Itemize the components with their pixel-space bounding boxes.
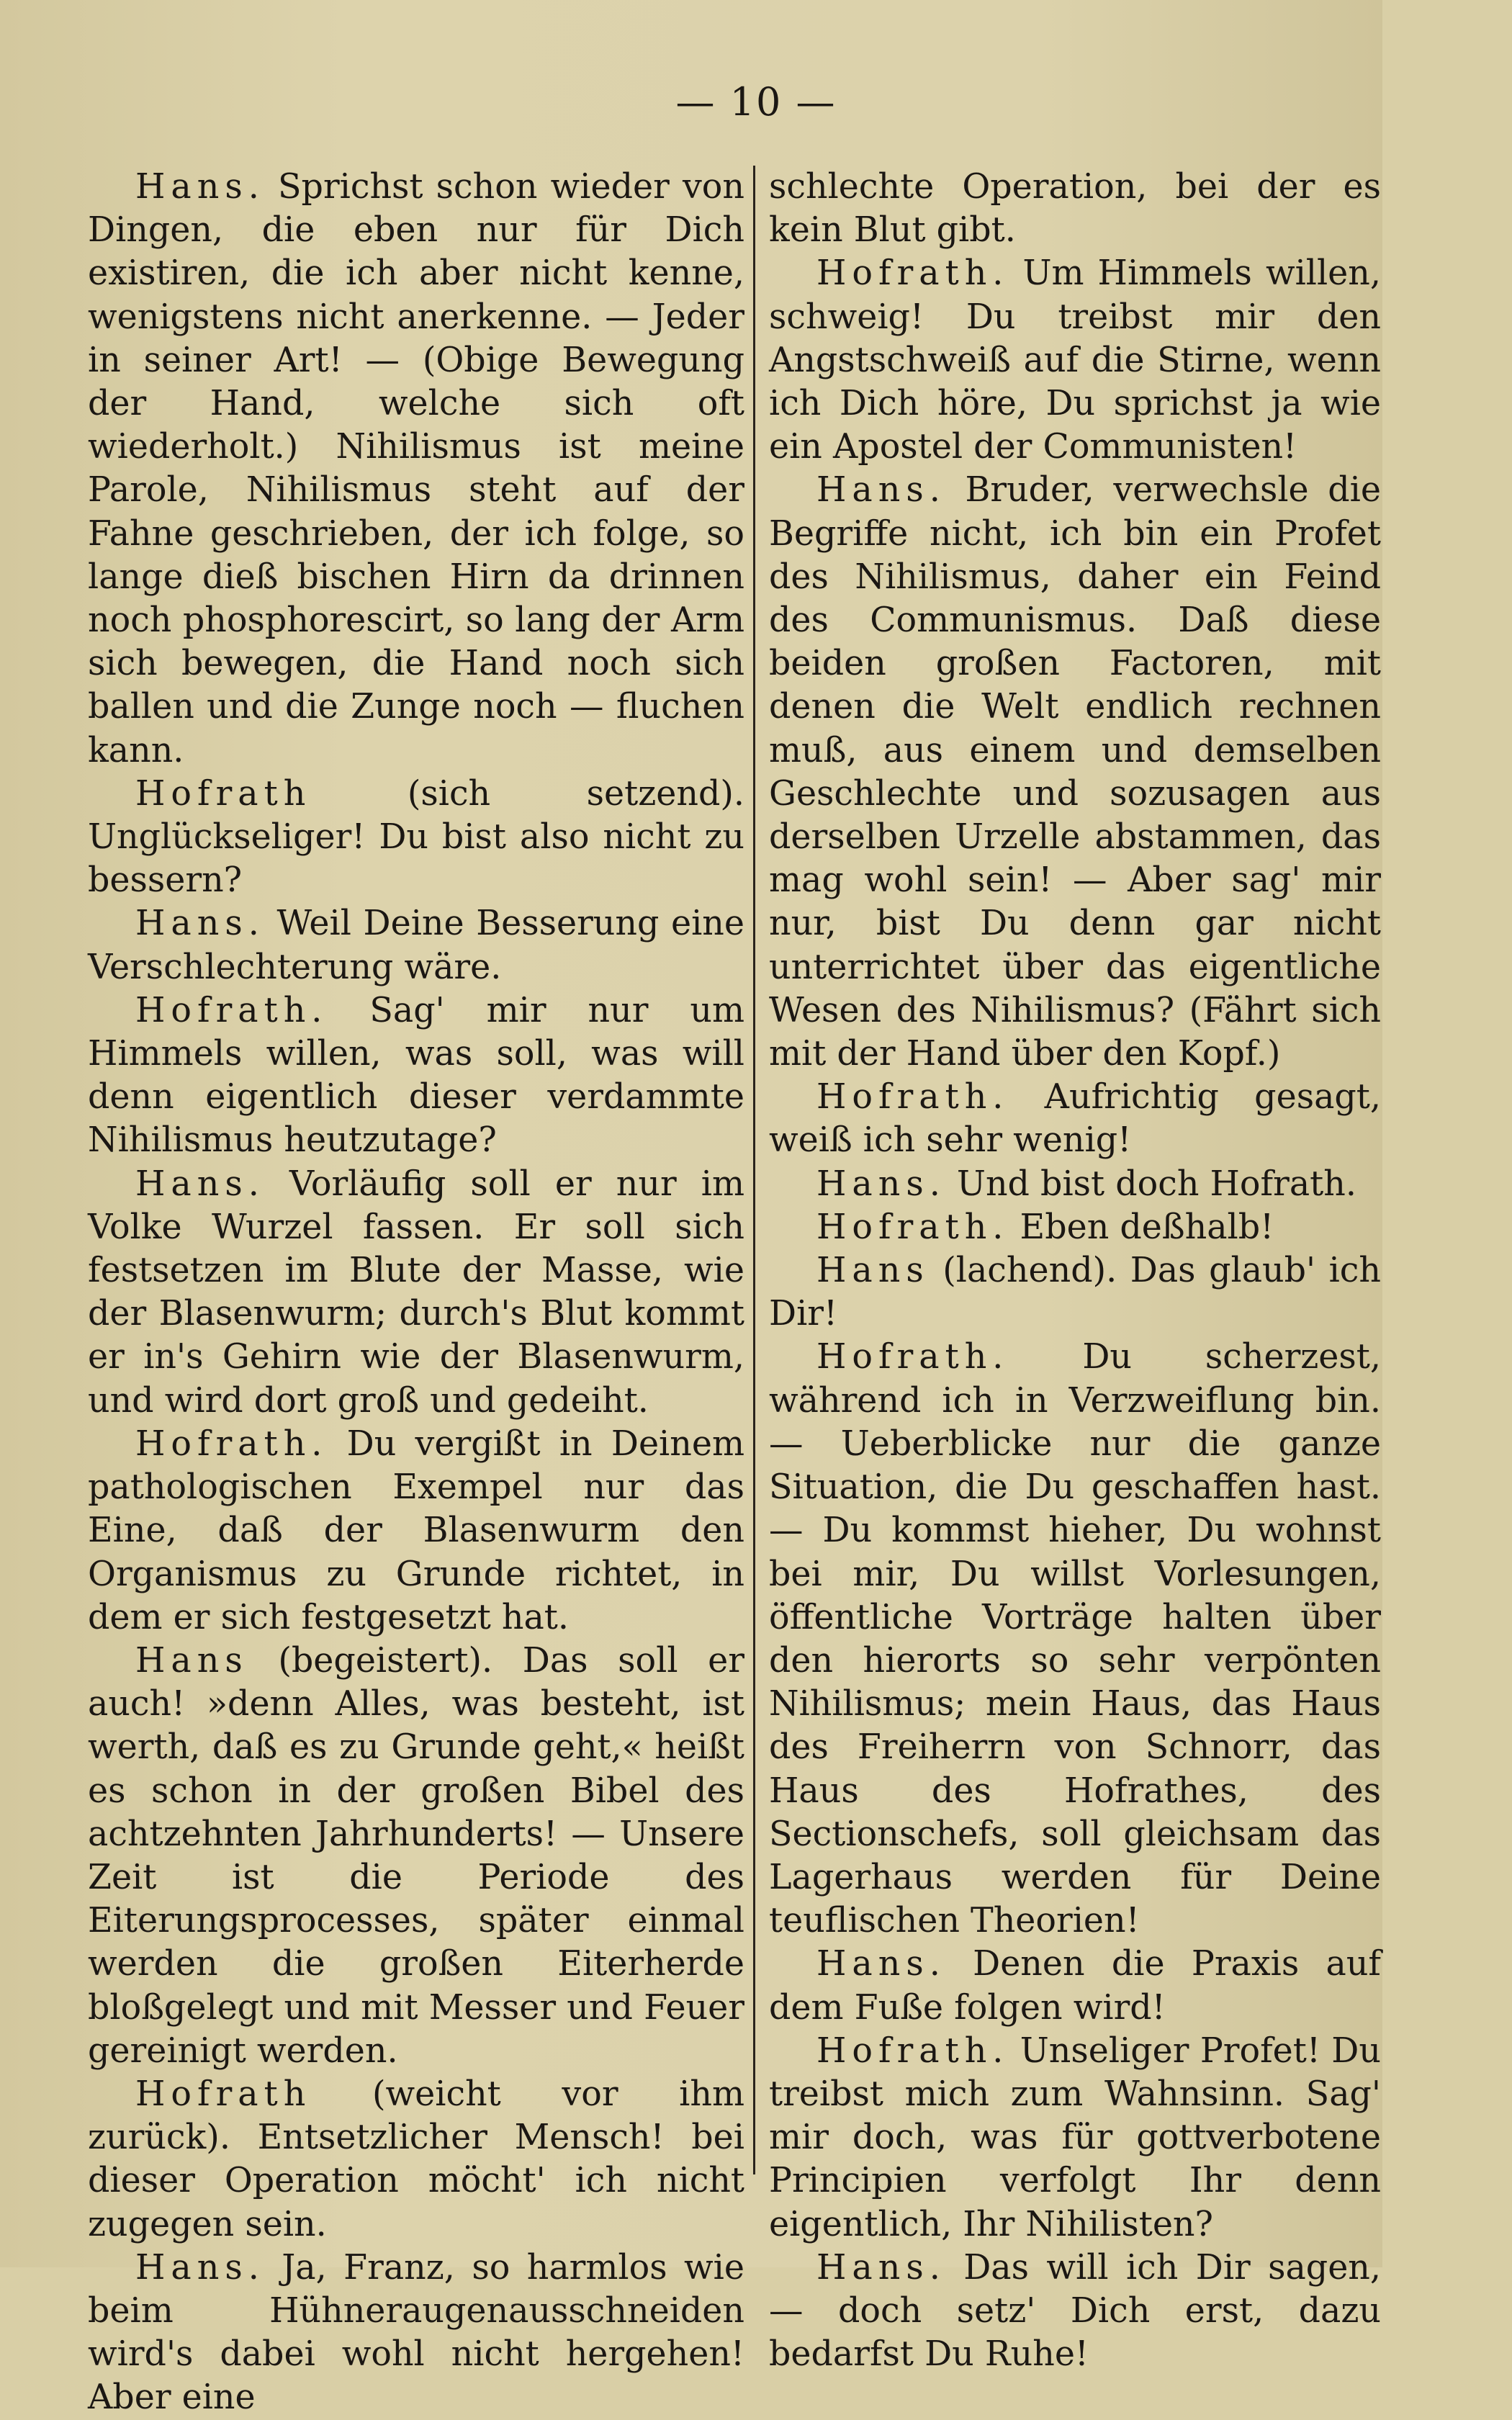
speaker-name: Hans. [135,904,265,944]
speaker-name: Hans. [816,1164,946,1204]
speaker-name: Hofrath. [816,1077,1009,1117]
speaker-name: Hans. [135,2247,265,2288]
paragraph [769,1076,1381,1162]
dialogue-text: Denen die Praxis auf dem Fuße folgen wird! [769,1944,1381,2028]
dialogue-text: schlechte Operation, bei der es kein Blut gibt. [769,167,1381,251]
paragraph [769,252,1381,469]
paragraph [769,1163,1381,1206]
speaker-name: Hofrath. [816,2030,1009,2071]
speaker-name: Hans [135,1640,248,1681]
dialogue-text: Du vergißt in Deinem pathologischen Exempel nur das Eine, daß der Blasenwurm den Organismus zu Grunde richtet, in dem er sich festgesetzt hat. [88,1423,744,1637]
dialogue-text: Du scherzest, während ich in Verzweiflung bin. — Ueberblicke nur die ganze Situation, die Du geschaffen hast. — Du kommst hieher, Du wohnst bei mir, Du willst Vorlesungen, öffentliche Vorträge halten über den hierorts so sehr verpönten Nihilismus; mein Haus, das Haus des Freiherrn von Schnorr, das Haus des Hofrathes, des Sectionschefs, soll gleichsam das Lagerhaus werden für Deine teuflischen Theorien! [769,1337,1381,1941]
paragraph [88,989,744,1163]
dialogue-text: Weil Deine Besserung eine Verschlechterung wäre. [88,904,744,987]
paragraph [769,166,1381,252]
right-column [769,166,1381,2375]
dialogue-text: Vorläufig soll er nur im Volke Wurzel fassen. Er soll sich festsetzen im Blute der Masse, wie der Blasenwurm; durch's Blut kommt er in's Gehirn wie der Blasenwurm, und wird dort groß und gedeiht. [88,1164,744,1421]
dialogue-text: Eben deßhalb! [1020,1207,1274,1247]
paragraph [769,2030,1381,2246]
paragraph [88,2246,744,2420]
dialogue-text: Bruder, verwechsle die Begriffe nicht, ich bin ein Profet des Nihilismus, daher ein Feind des Communismus. Daß diese beiden großen Factoren, mit denen die Welt endlich rechnen muß, aus einem und demselben Geschlechte und sozusagen aus derselben Urzelle abstammen, das mag wohl sein! — Aber sag' mir nur, bist Du denn gar nicht unterrichtet über das eigentliche Wesen des Nihilismus? (Fährt sich mit der Hand über den Kopf.) [769,470,1381,1074]
speaker-name: Hofrath. [135,990,328,1030]
paragraph [88,1423,744,1639]
dialogue-text: (sich setzend). Unglückseliger! Du bist also nicht zu bessern? [88,773,744,901]
page-number: — 10 — [675,79,837,125]
speaker-name: Hofrath. [816,253,1009,294]
speaker-name: Hofrath [135,773,312,814]
speaker-name: Hans. [135,167,265,207]
paragraph [769,1249,1381,1336]
speaker-name: Hofrath [135,2074,312,2114]
dialogue-text: (weicht vor ihm zurück). Entsetzlicher Mensch! bei dieser Operation möcht' ich nicht zugegen sein. [88,2074,744,2244]
paragraph [769,1336,1381,1943]
speaker-name: Hans. [135,1164,265,1204]
paragraph [88,1163,744,1423]
speaker-name: Hans. [816,470,946,510]
dialogue-text: Aufrichtig gesagt, weiß ich sehr wenig! [769,1077,1381,1161]
paragraph [88,773,744,903]
paragraph [88,2073,744,2246]
speaker-name: Hofrath. [816,1207,1009,1247]
left-column [88,166,744,2418]
paragraph [88,166,744,773]
dialogue-text: Ja, Franz, so harmlos wie beim Hühneraugenausschneiden wird's dabei wohl nicht hergehen! Aber eine [88,2247,744,2418]
speaker-name: Hans. [816,2247,946,2288]
dialogue-text: Unseliger Profet! Du treibst mich zum Wahnsinn. Sag' mir doch, was für gottverbotene Principien verfolgt Ihr denn eigentlich, Ihr Nihilisten? [769,2030,1381,2244]
dialogue-text: Um Himmels willen, schweig! Du treibst mir den Angstschweiß auf die Stirne, wenn ich Dich höre, Du sprichst ja wie ein Apostel der Communisten! [769,253,1381,467]
speaker-name: Hans [816,1251,930,1291]
paragraph [769,469,1381,1076]
dialogue-text: (begeistert). Das soll er auch! »denn Alles, was besteht, ist werth, daß es zu Grunde geht,« heißt es schon in der großen Bibel des achtzehnten Jahrhunderts! — Unsere Zeit ist die Periode des Eiterungsprocesses, später einmal werden die großen Eiterherde bloßgelegt und mit Messer und Feuer gereinigt werden. [88,1640,744,2071]
paragraph [769,1943,1381,2029]
dialogue-text: Sag' mir nur um Himmels willen, was soll, was will denn eigentlich dieser verdammte Nihilismus heutzutage? [88,990,744,1161]
paragraph [769,2246,1381,2377]
speaker-name: Hofrath. [816,1337,1009,1377]
speaker-name: Hans. [816,1944,946,1984]
speaker-name: Hofrath. [135,1423,328,1464]
paragraph [88,1639,744,2073]
dialogue-text: (lachend). Das glaub' ich Dir! [769,1251,1381,1334]
dialogue-text: Und bist doch Hofrath. [956,1164,1356,1204]
paragraph [769,1206,1381,1249]
dialogue-text: Das will ich Dir sagen, — doch setz' Dich erst, dazu bedarfst Du Ruhe! [769,2247,1381,2375]
column-divider [753,166,755,2174]
paragraph [88,902,744,989]
dialogue-text: Sprichst schon wieder von Dingen, die eben nur für Dich existiren, die ich aber nicht kenne, wenigstens nicht anerkenne. — Jeder in seiner Art! — (Obige Bewegung der Hand, welche sich oft wiederholt.) Nihilismus ist meine Parole, Nihilismus steht auf der Fahne geschrieben, der ich folge, so lange dieß bischen Hirn da drinnen noch phosphorescirt, so lang der Arm sich bewegen, die Hand noch sich ballen und die Zunge noch — fluchen kann. [88,167,744,770]
